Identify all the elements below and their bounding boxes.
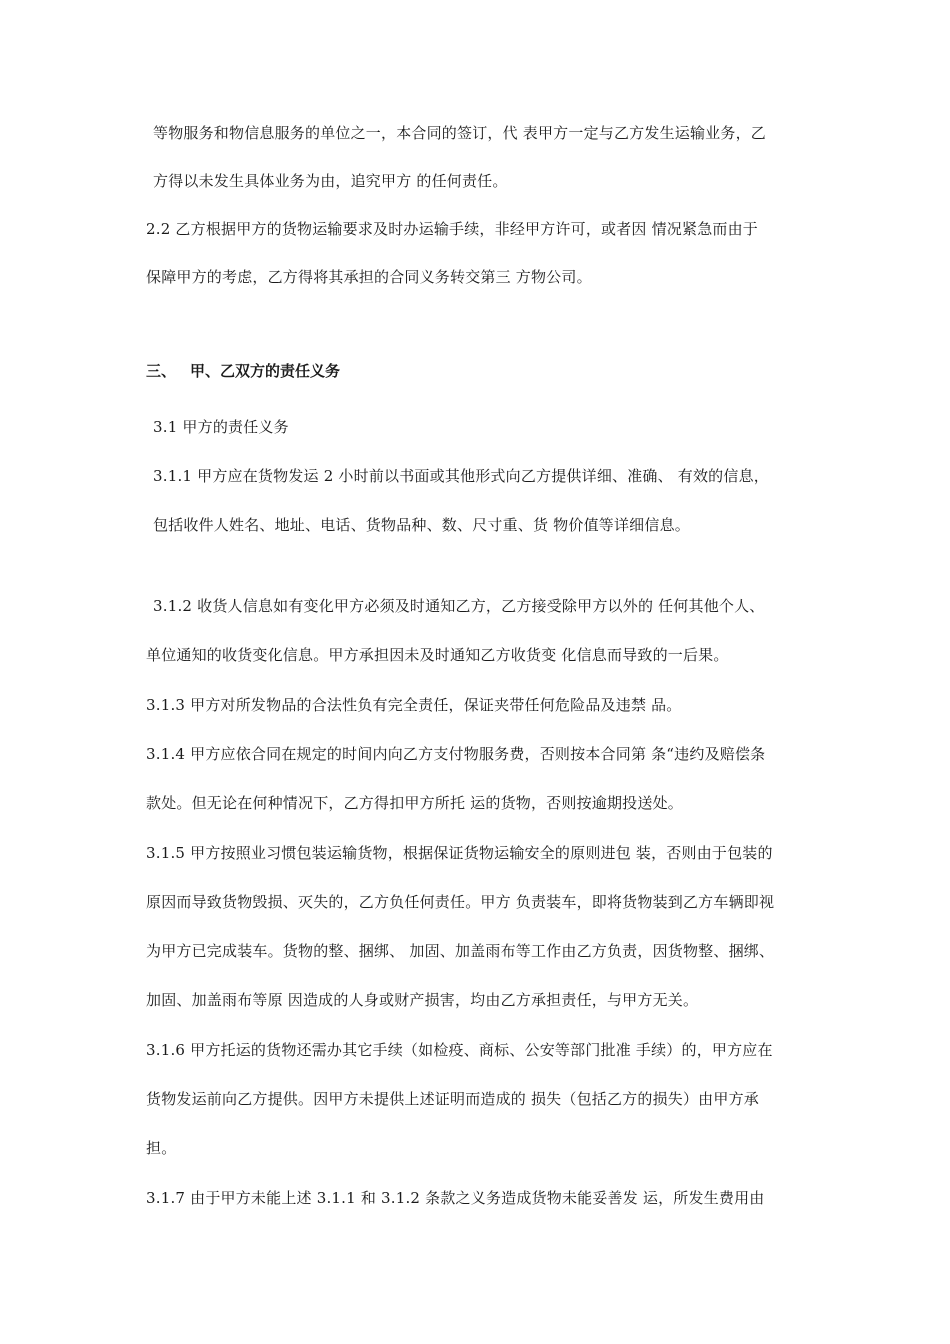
paragraph-line: 方得以未发生具体业务为由，追究甲方 的任何责任。 (153, 172, 508, 190)
section-title: 甲、乙双方的责任义务 (190, 362, 341, 380)
clause-3-1-2-line: 单位通知的收货变化信息。甲方承担因未及时通知乙方收货变 化信息而导致的一后果。 (146, 646, 729, 664)
subsection-title: 3.1 甲方的责任义务 (153, 418, 289, 436)
clause-3-1-5-line: 原因而导致货物毁损、灭失的，乙方负任何责任。甲方 负责装车，即将货物装到乙方车辆即视 (146, 893, 775, 911)
clause-3-1-4-line: 款处。但无论在何种情况下，乙方得扣甲方所托 运的货物，否则按逾期投送处。 (146, 794, 683, 812)
section-heading (146, 360, 340, 382)
clause-3-1-1-line: 包括收件人姓名、地址、电话、货物品种、数、尺寸重、货 物价值等详细信息。 (153, 516, 690, 534)
clause-3-1-5-line: 为甲方已完成装车。货物的整、捆绑、 加固、加盖雨布等工作由乙方负责，因货物整、捆绑、 (146, 942, 775, 960)
clause-3-1-5-line: 加固、加盖雨布等原 因造成的人身或财产损害，均由乙方承担责任，与甲方无关。 (146, 991, 699, 1009)
clause-3-1-3-line: 3.1.3 甲方对所发物品的合法性负有完全责任，保证夹带任何危险品及违禁 品。 (146, 696, 682, 714)
clause-3-1-2-line: 3.1.2 收货人信息如有变化甲方必须及时通知乙方，乙方接受除甲方以外的 任何其他个人、 (153, 597, 765, 615)
clause-3-1-6-line: 3.1.6 甲方托运的货物还需办其它手续（如检疫、商标、公安等部门批准 手续）的，甲方应在 (146, 1041, 773, 1059)
paragraph-line: 等物服务和物信息服务的单位之一，本合同的签订，代 表甲方一定与乙方发生运输业务，乙 (153, 124, 766, 142)
clause-2-2-line: 保障甲方的考虑，乙方得将其承担的合同义务转交第三 方物公司。 (146, 268, 592, 286)
clause-3-1-7-line: 3.1.7 由于甲方未能上述 3.1.1 和 3.1.2 条款之义务造成货物未能妥善发 运，所发生费用由 (146, 1189, 765, 1207)
clause-3-1-1-line: 3.1.1 甲方应在货物发运 2 小时前以书面或其他形式向乙方提供详细、准确、 有效的信息， (153, 467, 769, 485)
clause-3-1-5-line: 3.1.5 甲方按照业习惯包装运输货物，根据保证货物运输安全的原则进包 装，否则由于包装的 (146, 844, 773, 862)
clause-2-2-line: 2.2 乙方根据甲方的货物运输要求及时办运输手续，非经甲方许可，或者因 情况紧急而由于 (146, 220, 758, 238)
clause-3-1-6-line: 货物发运前向乙方提供。因甲方未提供上述证明而造成的 损失（包括乙方的损失）由甲方承 (146, 1090, 759, 1108)
clause-3-1-4-line: 3.1.4 甲方应依合同在规定的时间内向乙方支付物服务费，否则按本合同第 条“违约及赔偿条 (146, 745, 766, 763)
section-number: 三、 (146, 362, 177, 380)
clause-3-1-6-line: 担。 (146, 1139, 177, 1157)
